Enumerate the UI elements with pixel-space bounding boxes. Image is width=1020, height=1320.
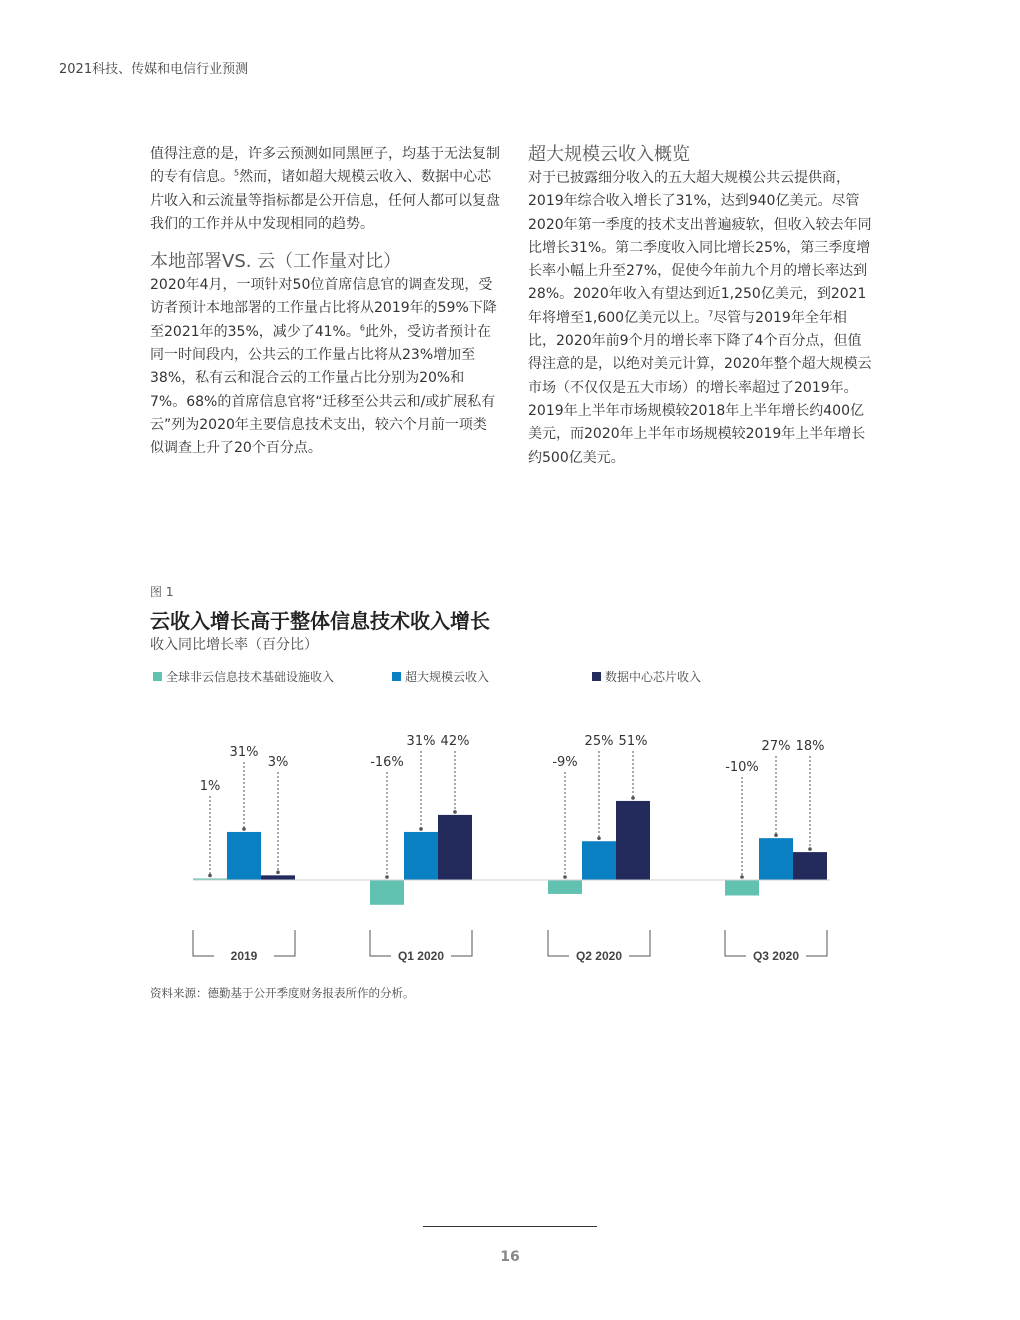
bar: [582, 841, 616, 880]
legend-label: 数据中心芯片收入: [605, 670, 702, 684]
legend-swatch-navy: [592, 672, 601, 681]
legend-label: 超大规模云收入: [405, 670, 490, 684]
left-paragraph-1: 值得注意的是，许多云预测如同黑匣子，均基于无法复制的专有信息。$^5$然而，诸如超大规模云收入、数据中心芯片收入和云流量等指标都是公开信息，任何人都可以复盘我们的工作并从中发现相同的趋势。: [150, 146, 500, 232]
data-label: 18%: [795, 739, 825, 754]
data-label: 31%: [229, 744, 259, 760]
leader-dot: [385, 875, 389, 879]
leader-dot: [774, 833, 778, 837]
bar: [227, 832, 261, 880]
leader-dot: [597, 836, 601, 840]
category-bracket-right: [806, 930, 827, 956]
bar: [793, 852, 827, 880]
category-bracket-left: [725, 930, 746, 956]
category-bracket-left: [193, 930, 214, 956]
bar: [370, 880, 404, 905]
leader-dot: [208, 874, 212, 878]
legend-swatch-teal: [153, 672, 162, 681]
running-header: 2021科技、传媒和电信行业预测: [59, 62, 249, 77]
leader-dot: [808, 847, 812, 851]
bar: [759, 838, 793, 880]
data-label: -10%: [725, 760, 759, 775]
bar: [404, 832, 438, 880]
category-bracket-right: [451, 930, 472, 956]
category-label: Q3 2020: [752, 949, 800, 963]
leader-dot: [276, 871, 280, 875]
growth-bar-chart: [150, 700, 850, 970]
section-heading-hyperscale-cloud: 超大规模云收入概览: [528, 144, 690, 165]
left-paragraph-2: 2020年4月，一项针对50位首席信息官的调查发现，受访者预计本地部署的工作量占比将从2019年的59%下降至2021年的35%，减少了41%。$^6$此外，受访者预计在同一时间段内，公共云的工作量占比将从23%增加至38%，私有云和混合云的工作量占比分别为20%和7%。68%的首席信息官将“迁移至公共云和/或扩展私有云”列为2020年主要信息技术支出，较六个月前一项类似调查上升了20个百分点。: [150, 277, 497, 457]
bar: [616, 801, 650, 880]
category-label: 2019: [230, 949, 258, 963]
data-label: 51%: [618, 734, 648, 749]
figure-number: 图 1: [150, 585, 174, 599]
figure-source: 资料来源：德勤基于公开季度财务报表所作的分析。: [150, 986, 415, 1000]
data-label: 42%: [440, 734, 470, 749]
page-number: 16: [500, 1249, 520, 1265]
bar: [725, 880, 759, 896]
category-bracket-right: [274, 930, 295, 956]
leader-dot: [242, 827, 246, 831]
category-label: Q2 2020: [575, 949, 623, 963]
right-column: [528, 143, 873, 470]
bar: [261, 875, 295, 880]
legend-label: 全球非云信息技术基础设施收入: [166, 670, 335, 684]
data-label: 27%: [761, 739, 791, 754]
leader-dot: [419, 827, 423, 831]
footnote-5[interactable]: 5: [234, 168, 240, 178]
footnote-7[interactable]: 7: [708, 309, 714, 319]
legend-swatch-blue: [392, 672, 401, 681]
figure-title: 云收入增长高于整体信息技术收入增长: [150, 609, 490, 633]
figure-subtitle: 收入同比增长率（百分比）: [150, 637, 318, 653]
leader-dot: [740, 875, 744, 879]
leader-dot: [563, 875, 567, 879]
category-bracket-right: [629, 930, 650, 956]
left-column: [150, 143, 500, 461]
chart-legend: [150, 668, 850, 686]
category-bracket-left: [548, 930, 569, 956]
data-label: -9%: [552, 755, 578, 770]
right-paragraph-1: 对于已披露细分收入的五大超大规模公共云提供商，2019年综合收入增长了31%，达到940亿美元。尽管2020年第一季度的技术支出普遍疲软，但收入较去年同比增长31%。第二季度收入同比增长25%，第三季度增长率小幅上升至27%，促使今年前九个月的增长率达到28%。2020年收入有望达到近1,250亿美元，到2021年将增至1,600亿美元以上。$^7$尽管与2019年全年相比，2020年前9个月的增长率下降了4个百分点，但值得注意的是，以绝对美元计算，2020年整个超大规模云市场（不仅仅是五大市场）的增长率超过了2019年。2019年上半年市场规模较2018年上半年增长约400亿美元，而2020年上半年市场规模较2019年上半年增长约500亿美元。: [528, 170, 872, 466]
footer-divider: [423, 1226, 597, 1227]
legend-item-datacenter-chips: [592, 668, 701, 685]
data-label: 3%: [267, 755, 289, 770]
leader-dot: [453, 810, 457, 814]
bar: [548, 880, 582, 894]
data-label: 1%: [199, 779, 221, 794]
category-label: Q1 2020: [397, 949, 445, 963]
category-bracket-left: [370, 930, 391, 956]
data-label: -16%: [370, 755, 404, 770]
footnote-6[interactable]: 6: [359, 323, 365, 333]
legend-item-hyperscale-cloud: [392, 668, 489, 685]
data-label: 31%: [406, 734, 436, 749]
leader-dot: [631, 796, 635, 800]
bar: [438, 815, 472, 880]
legend-item-non-cloud-it: [153, 668, 334, 685]
data-label: 25%: [584, 734, 614, 749]
section-heading-onprem-vs-cloud: 本地部署VS. 云（工作量对比）: [150, 251, 402, 273]
